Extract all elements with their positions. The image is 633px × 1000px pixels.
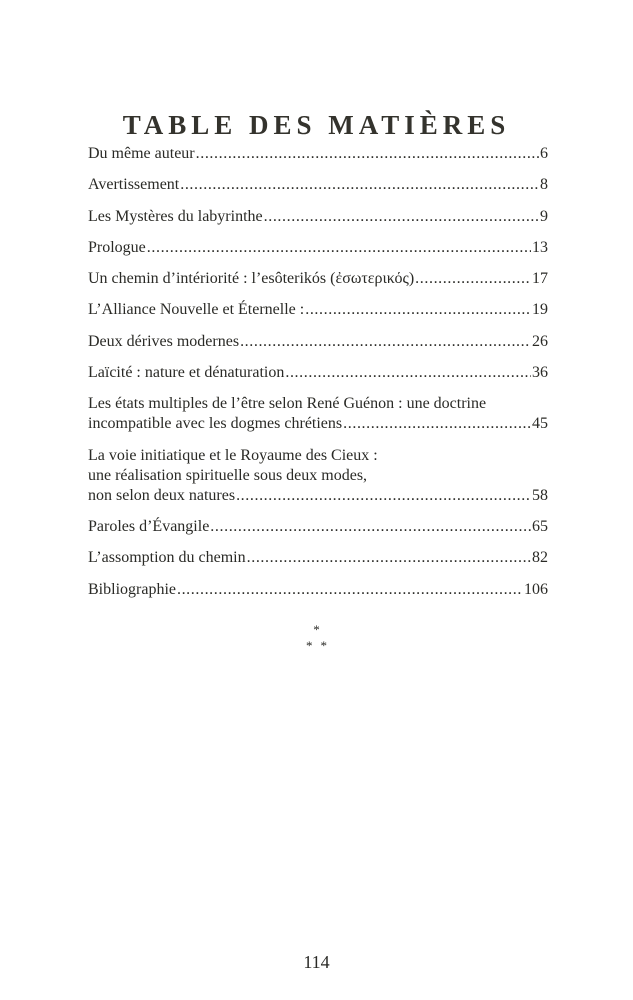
toc-entry-title: L’Alliance Nouvelle et Éternelle : [88, 301, 305, 319]
dot-leader [264, 207, 539, 227]
dot-leader [343, 414, 531, 434]
toc-entry-title: non selon deux natures [88, 486, 236, 504]
toc-entry[interactable] [88, 144, 548, 164]
toc-entry-title: Paroles d’Évangile [88, 517, 210, 535]
toc-entry-title: incompatible avec les dogmes chrétiens [88, 415, 343, 433]
toc-entry-page: 82 [532, 549, 548, 567]
toc-entry[interactable] [88, 363, 548, 383]
table-of-contents [88, 144, 548, 611]
toc-entry-page: 65 [532, 517, 548, 535]
toc-entry-title: Prologue [88, 238, 146, 256]
toc-entry[interactable] [88, 300, 548, 320]
dot-leader [236, 486, 531, 506]
toc-line [88, 175, 548, 195]
toc-entry-title: Laïcité : nature et dénaturation [88, 364, 285, 382]
asterism-ornament [0, 622, 633, 654]
toc-entry-title: L’assomption du chemin [88, 549, 246, 567]
toc-entry-page: 6 [540, 145, 548, 162]
dot-leader [196, 144, 539, 164]
toc-entry-title: Avertissement [88, 176, 180, 194]
page-number: 114 [303, 952, 330, 972]
toc-entry[interactable] [88, 207, 548, 227]
toc-entry-title: Les Mystères du labyrinthe [88, 207, 263, 225]
toc-line [88, 580, 548, 600]
toc-entry[interactable] [88, 238, 548, 258]
toc-line [88, 517, 548, 537]
toc-entry[interactable] [88, 548, 548, 568]
toc-entry[interactable] [88, 175, 548, 195]
toc-line [88, 548, 548, 568]
toc-line [88, 269, 548, 289]
toc-line [88, 486, 548, 506]
toc-line [88, 207, 548, 227]
toc-entry[interactable] [88, 446, 548, 506]
toc-entry-page: 36 [532, 364, 548, 382]
asterism-top: * [313, 622, 320, 637]
toc-line [88, 238, 548, 258]
toc-entry-page: 26 [532, 332, 548, 350]
toc-entry-page: 17 [532, 270, 548, 288]
dot-leader [247, 548, 531, 568]
toc-entry-page: 9 [540, 207, 548, 225]
toc-entry-title-line: La voie initiatique et le Royaume des Cieux : [88, 446, 378, 464]
toc-entry-title: Bibliographie [88, 580, 176, 598]
toc-entry[interactable] [88, 269, 548, 289]
toc-entry-title-line: une réalisation spirituelle sous deux modes, [88, 466, 368, 484]
dot-leader [305, 300, 531, 320]
toc-entry[interactable] [88, 580, 548, 600]
toc-line [88, 363, 548, 383]
toc-line [88, 414, 548, 434]
dot-leader [240, 332, 531, 352]
toc-entry-title: Du même auteur [88, 145, 195, 162]
dot-leader [210, 517, 531, 537]
toc-entry-page: 58 [532, 486, 548, 504]
toc-entry-title: Deux dérives modernes [88, 332, 240, 350]
toc-entry-page: 13 [532, 238, 548, 256]
dot-leader [180, 175, 539, 195]
toc-entry[interactable] [88, 517, 548, 537]
page-title: TABLE DES MATIÈRES [122, 110, 511, 141]
dot-leader [147, 238, 531, 258]
toc-line [88, 332, 548, 352]
toc-line [88, 144, 548, 164]
dot-leader [177, 580, 523, 600]
toc-entry[interactable] [88, 332, 548, 352]
toc-entry-page: 19 [532, 301, 548, 319]
toc-entry-page: 45 [532, 415, 548, 433]
dot-leader [285, 363, 531, 383]
dot-leader [415, 269, 531, 289]
toc-entry-page: 8 [540, 176, 548, 194]
toc-entry-title: Un chemin d’intériorité : l’esôterikós (ἐσωτερικός) [88, 270, 415, 288]
toc-entry-page: 106 [524, 580, 548, 598]
toc-entry-title-line: Les états multiples de l’être selon René Guénon : une doctrine [88, 395, 487, 413]
toc-line [88, 300, 548, 320]
asterism-bottom: ** [306, 638, 335, 653]
toc-entry[interactable] [88, 394, 548, 434]
